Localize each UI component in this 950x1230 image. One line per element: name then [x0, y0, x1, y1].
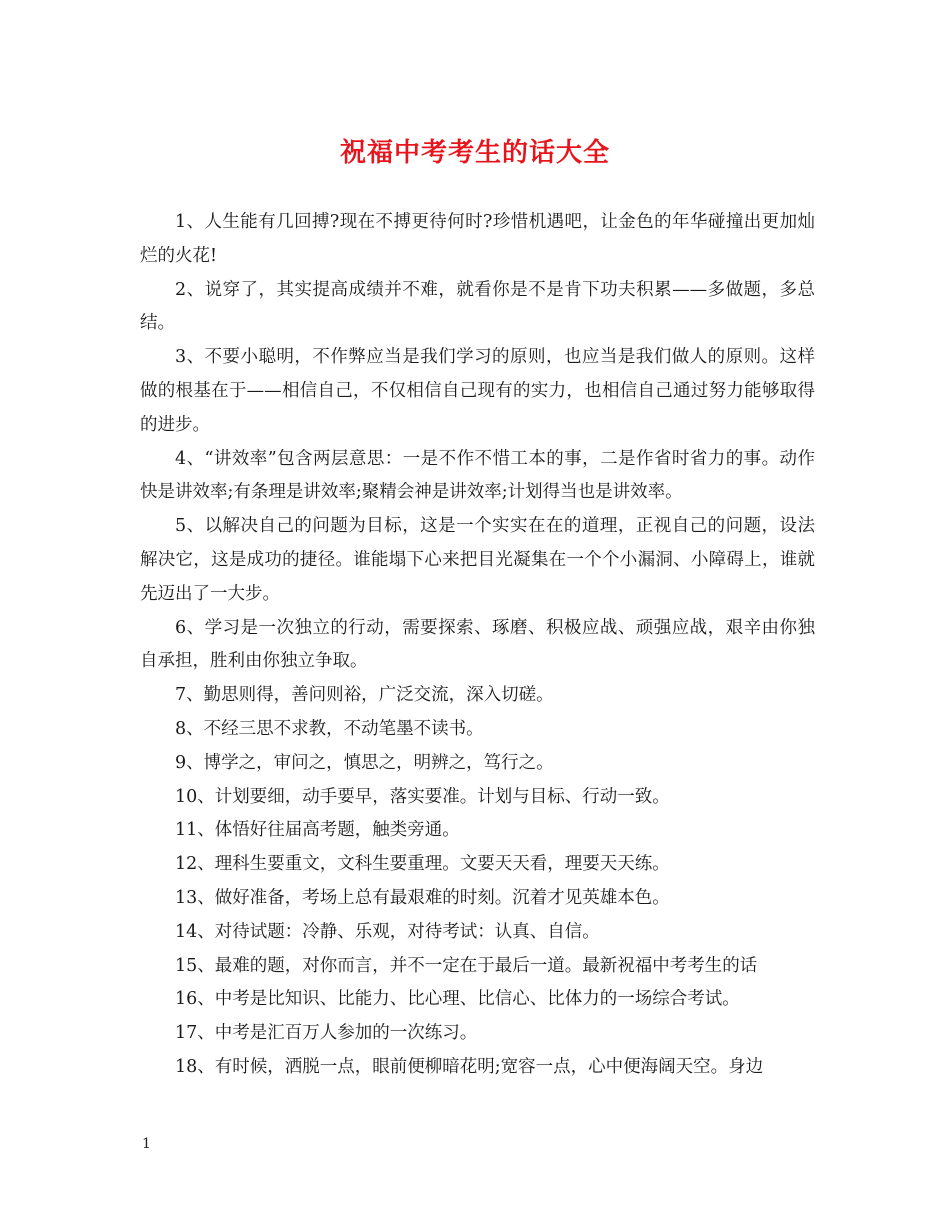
- paragraph-2: 2、说穿了，其实提高成绩并不难，就看你是不是肯下功夫积累——多做题，多总结。: [140, 279, 815, 334]
- paragraph-17: 17、中考是汇百万人参加的一次练习。: [175, 1023, 478, 1044]
- paragraph-4: 4、“讲效率”包含两层意思：一是不作不惜工本的事，二是作省时省力的事。动作快是讲效率;有条理是讲效率;聚精会神是讲效率;计划得当也是讲效率。: [140, 448, 815, 503]
- page-number: 1: [142, 1136, 151, 1152]
- paragraph-1: 1、人生能有几回搏?现在不搏更待何时?珍惜机遇吧，让金色的年华碰撞出更加灿烂的火花!: [140, 212, 815, 266]
- paragraph-13: 13、做好准备，考场上总有最艰难的时刻。沉着才见英雄本色。: [175, 887, 670, 908]
- paragraph-7: 7、勤思则得，善问则裕，广泛交流，深入切磋。: [175, 685, 554, 706]
- paragraph-3: 3、不要小聪明，不作弊应当是我们学习的原则，也应当是我们做人的原则。这样做的根基在于——相信自己，不仅相信自己现有的实力，也相信自己通过努力能够取得的进步。: [140, 347, 815, 435]
- page-title: 祝福中考考生的话大全: [339, 138, 610, 168]
- paragraph-15: 15、最难的题，对你而言，并不一定在于最后一道。最新祝福中考考生的话: [175, 955, 758, 976]
- document-body: [140, 206, 815, 1085]
- paragraph-14: 14、对待试题：冷静、乐观，对待考试：认真、自信。: [175, 921, 600, 942]
- paragraph-8: 8、不经三思不求教，不动笔墨不读书。: [175, 718, 484, 739]
- paragraph-12: 12、理科生要重文，文科生要重理。文要天天看，理要天天练。: [175, 854, 670, 875]
- paragraph-5: 5、以解决自己的问题为目标，这是一个实实在在的道理，正视自己的问题，设法解决它，这是成功的捷径。谁能塌下心来把目光凝集在一个个小漏洞、小障碍上，谁就先迈出了一大步。: [140, 516, 815, 604]
- paragraph-11: 11、体悟好往届高考题，触类旁通。: [175, 820, 460, 841]
- paragraph-10: 10、计划要细，动手要早，落实要准。计划与目标、行动一致。: [175, 786, 670, 807]
- paragraph-9: 9、博学之，审问之，慎思之，明辨之，笃行之。: [175, 752, 554, 773]
- paragraph-16: 16、中考是比知识、比能力、比心理、比信心、比体力的一场综合考试。: [175, 989, 740, 1010]
- paragraph-18: 18、有时候，洒脱一点，眼前便柳暗花明;宽容一点，心中便海阔天空。身边: [175, 1056, 764, 1077]
- paragraph-6: 6、学习是一次独立的行动，需要探索、琢磨、积极应战、顽强应战，艰辛由你独自承担，胜利由你独立争取。: [140, 617, 815, 672]
